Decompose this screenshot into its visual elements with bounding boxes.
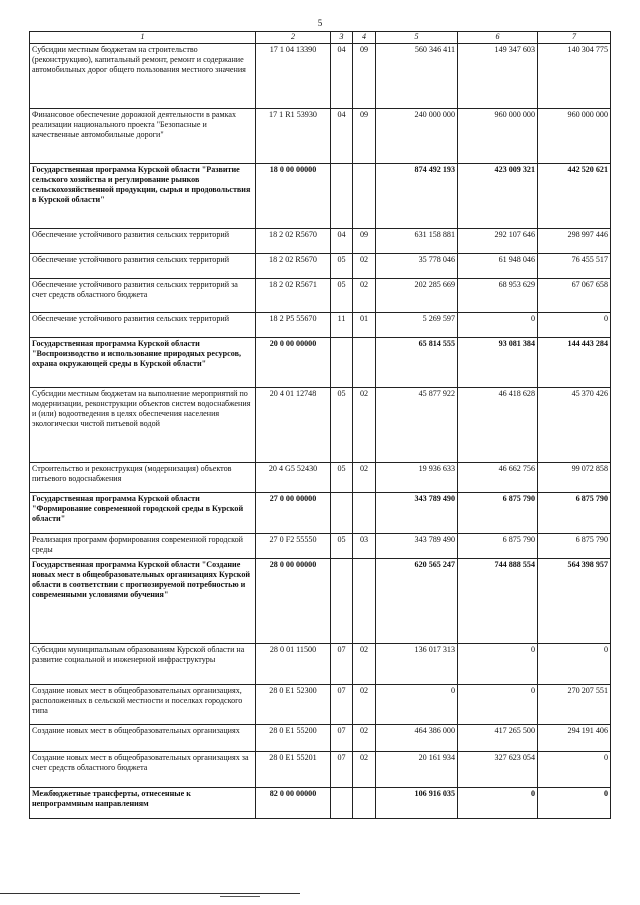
- row-subsection-cell: [353, 493, 376, 534]
- column-header: 5: [376, 32, 458, 44]
- row-code-cell: 18 2 P5 55670: [256, 313, 331, 338]
- row-amount-1-cell: 65 814 555: [376, 338, 458, 388]
- row-section-cell: 05: [331, 388, 353, 463]
- row-amount-1-cell: 202 285 669: [376, 279, 458, 313]
- row-code-cell: 28 0 E1 52300: [256, 685, 331, 725]
- row-amount-3-cell: 67 067 658: [538, 279, 611, 313]
- row-amount-1-cell: 45 877 922: [376, 388, 458, 463]
- row-subsection-cell: 03: [353, 534, 376, 559]
- table-row: [30, 685, 611, 725]
- row-amount-2-cell: 68 953 629: [458, 279, 538, 313]
- program-total-row: [30, 338, 611, 388]
- row-amount-2-cell: 417 265 500: [458, 725, 538, 752]
- row-amount-3-cell: 0: [538, 644, 611, 685]
- table-row: [30, 534, 611, 559]
- program-total-row: [30, 164, 611, 229]
- row-code-cell: 18 2 02 R5670: [256, 229, 331, 254]
- table-row: [30, 388, 611, 463]
- row-amount-3-cell: 76 455 517: [538, 254, 611, 279]
- row-subsection-cell: 02: [353, 725, 376, 752]
- footer-rule-short: [220, 896, 260, 897]
- row-amount-1-cell: 631 158 881: [376, 229, 458, 254]
- row-subsection-cell: 02: [353, 644, 376, 685]
- row-name-cell: Субсидии местным бюджетам на выполнение мероприятий по модернизации, реконструкции объектов систем водоснабжения и (или) водоотведения в целях обеспечения населения экологически чистой питьевой водой: [30, 388, 256, 463]
- program-total-row: [30, 493, 611, 534]
- row-subsection-cell: [353, 788, 376, 819]
- footer-rule: [0, 893, 300, 894]
- row-amount-2-cell: 744 888 554: [458, 559, 538, 644]
- row-amount-3-cell: 0: [538, 313, 611, 338]
- row-section-cell: 05: [331, 534, 353, 559]
- row-code-cell: 28 0 01 11500: [256, 644, 331, 685]
- row-amount-1-cell: 35 778 046: [376, 254, 458, 279]
- row-name-cell: Обеспечение устойчивого развития сельских территорий за счет средств областного бюджета: [30, 279, 256, 313]
- row-amount-1-cell: 560 346 411: [376, 44, 458, 109]
- row-amount-1-cell: 464 386 000: [376, 725, 458, 752]
- row-subsection-cell: [353, 164, 376, 229]
- row-code-cell: 20 0 00 00000: [256, 338, 331, 388]
- row-code-cell: 18 2 02 R5670: [256, 254, 331, 279]
- row-subsection-cell: 02: [353, 254, 376, 279]
- table-row: [30, 725, 611, 752]
- row-section-cell: [331, 788, 353, 819]
- row-name-cell: Межбюджетные трансферты, отнесенные к непрограммным направлениям: [30, 788, 256, 819]
- row-section-cell: 04: [331, 229, 353, 254]
- row-name-cell: Создание новых мест в общеобразовательных организациях за счет средств областного бюджета: [30, 752, 256, 788]
- row-amount-1-cell: 620 565 247: [376, 559, 458, 644]
- row-amount-2-cell: 46 662 756: [458, 463, 538, 493]
- row-amount-1-cell: 343 789 490: [376, 534, 458, 559]
- row-name-cell: Государственная программа Курской области "Формирование современной городской среды в Курской области": [30, 493, 256, 534]
- row-code-cell: 20 4 01 12748: [256, 388, 331, 463]
- row-code-cell: 82 0 00 00000: [256, 788, 331, 819]
- row-code-cell: 28 0 00 00000: [256, 559, 331, 644]
- row-amount-3-cell: 99 072 858: [538, 463, 611, 493]
- row-code-cell: 28 0 E1 55200: [256, 725, 331, 752]
- row-section-cell: 11: [331, 313, 353, 338]
- row-code-cell: 18 0 00 00000: [256, 164, 331, 229]
- table-row: [30, 644, 611, 685]
- row-amount-2-cell: 6 875 790: [458, 493, 538, 534]
- row-amount-2-cell: 149 347 603: [458, 44, 538, 109]
- row-code-cell: 20 4 G5 52430: [256, 463, 331, 493]
- row-amount-3-cell: 298 997 446: [538, 229, 611, 254]
- column-header-row: [30, 32, 611, 44]
- row-section-cell: [331, 493, 353, 534]
- row-name-cell: Обеспечение устойчивого развития сельских территорий: [30, 254, 256, 279]
- row-section-cell: 07: [331, 725, 353, 752]
- row-name-cell: Строительство и реконструкция (модернизация) объектов питьевого водоснабжения: [30, 463, 256, 493]
- row-section-cell: 04: [331, 44, 353, 109]
- row-amount-2-cell: 960 000 000: [458, 109, 538, 164]
- row-amount-2-cell: 0: [458, 644, 538, 685]
- row-amount-1-cell: 19 936 633: [376, 463, 458, 493]
- row-amount-3-cell: 6 875 790: [538, 534, 611, 559]
- row-section-cell: 04: [331, 109, 353, 164]
- row-name-cell: Государственная программа Курской области "Развитие сельского хозяйства и регулирование рынков сельскохозяйственной продукции, сырья и продовольствия в Курской области": [30, 164, 256, 229]
- table-row: [30, 752, 611, 788]
- row-section-cell: 07: [331, 644, 353, 685]
- row-code-cell: 17 1 R1 53930: [256, 109, 331, 164]
- row-section-cell: 07: [331, 685, 353, 725]
- row-amount-2-cell: 93 081 384: [458, 338, 538, 388]
- row-amount-1-cell: 20 161 934: [376, 752, 458, 788]
- row-name-cell: Государственная программа Курской области "Создание новых мест в общеобразовательных организациях Курской области в соответствии с прогнозируемой потребностью и современными условиями обучения": [30, 559, 256, 644]
- row-amount-3-cell: 0: [538, 752, 611, 788]
- row-section-cell: [331, 559, 353, 644]
- row-amount-1-cell: 106 916 035: [376, 788, 458, 819]
- row-amount-3-cell: 564 398 957: [538, 559, 611, 644]
- row-name-cell: Финансовое обеспечение дорожной деятельности в рамках реализации национального проекта "Безопасные и качественные автомобильные дороги": [30, 109, 256, 164]
- column-header: 6: [458, 32, 538, 44]
- row-amount-2-cell: 6 875 790: [458, 534, 538, 559]
- row-amount-2-cell: 0: [458, 788, 538, 819]
- column-header: 4: [353, 32, 376, 44]
- row-code-cell: 27 0 F2 55550: [256, 534, 331, 559]
- program-total-row: [30, 788, 611, 819]
- row-amount-3-cell: 294 191 406: [538, 725, 611, 752]
- row-section-cell: 05: [331, 279, 353, 313]
- page-number: 5: [317, 18, 323, 28]
- row-subsection-cell: [353, 559, 376, 644]
- column-header: 3: [331, 32, 353, 44]
- row-amount-2-cell: 423 009 321: [458, 164, 538, 229]
- table-body: [30, 44, 611, 819]
- row-code-cell: 28 0 E1 55201: [256, 752, 331, 788]
- row-section-cell: 05: [331, 254, 353, 279]
- row-amount-1-cell: 874 492 193: [376, 164, 458, 229]
- row-amount-3-cell: 140 304 775: [538, 44, 611, 109]
- table-row: [30, 229, 611, 254]
- row-amount-3-cell: 45 370 426: [538, 388, 611, 463]
- table-row: [30, 109, 611, 164]
- row-amount-2-cell: 46 418 628: [458, 388, 538, 463]
- row-name-cell: Реализация программ формирования современной городской среды: [30, 534, 256, 559]
- row-amount-3-cell: 442 520 621: [538, 164, 611, 229]
- row-amount-3-cell: 270 207 551: [538, 685, 611, 725]
- row-name-cell: Создание новых мест в общеобразовательных организациях: [30, 725, 256, 752]
- row-section-cell: [331, 338, 353, 388]
- row-amount-2-cell: 292 107 646: [458, 229, 538, 254]
- row-amount-1-cell: 5 269 597: [376, 313, 458, 338]
- row-amount-1-cell: 136 017 313: [376, 644, 458, 685]
- row-name-cell: Государственная программа Курской области "Воспроизводство и использование природных ресурсов, охрана окружающей среды в Курской области": [30, 338, 256, 388]
- row-subsection-cell: 02: [353, 279, 376, 313]
- table-row: [30, 279, 611, 313]
- row-subsection-cell: 02: [353, 463, 376, 493]
- row-amount-3-cell: 144 443 284: [538, 338, 611, 388]
- row-amount-1-cell: 0: [376, 685, 458, 725]
- row-subsection-cell: 02: [353, 685, 376, 725]
- row-amount-2-cell: 0: [458, 313, 538, 338]
- row-name-cell: Обеспечение устойчивого развития сельских территорий: [30, 229, 256, 254]
- row-code-cell: 18 2 02 R5671: [256, 279, 331, 313]
- row-subsection-cell: 09: [353, 44, 376, 109]
- column-header: 2: [256, 32, 331, 44]
- table-row: [30, 254, 611, 279]
- row-name-cell: Субсидии местным бюджетам на строительство (реконструкцию), капитальный ремонт, ремонт и содержание автомобильных дорог общего пользования местного значения: [30, 44, 256, 109]
- row-code-cell: 27 0 00 00000: [256, 493, 331, 534]
- row-section-cell: [331, 164, 353, 229]
- table-row: [30, 44, 611, 109]
- row-code-cell: 17 1 04 13390: [256, 44, 331, 109]
- table-row: [30, 463, 611, 493]
- row-amount-2-cell: 0: [458, 685, 538, 725]
- row-subsection-cell: [353, 338, 376, 388]
- row-subsection-cell: 02: [353, 752, 376, 788]
- row-subsection-cell: 01: [353, 313, 376, 338]
- row-name-cell: Обеспечение устойчивого развития сельских территорий: [30, 313, 256, 338]
- row-amount-2-cell: 61 948 046: [458, 254, 538, 279]
- row-amount-2-cell: 327 623 054: [458, 752, 538, 788]
- budget-table: [29, 31, 611, 819]
- row-section-cell: 05: [331, 463, 353, 493]
- row-amount-1-cell: 240 000 000: [376, 109, 458, 164]
- column-header: 1: [30, 32, 256, 44]
- row-name-cell: Субсидии муниципальным образованиям Курской области на развитие социальной и инженерной инфраструктуры: [30, 644, 256, 685]
- row-subsection-cell: 09: [353, 229, 376, 254]
- row-amount-3-cell: 0: [538, 788, 611, 819]
- row-section-cell: 07: [331, 752, 353, 788]
- row-amount-3-cell: 960 000 000: [538, 109, 611, 164]
- row-amount-1-cell: 343 789 490: [376, 493, 458, 534]
- column-header: 7: [538, 32, 611, 44]
- program-total-row: [30, 559, 611, 644]
- row-name-cell: Создание новых мест в общеобразовательных организациях, расположенных в сельской местности и поселках городского типа: [30, 685, 256, 725]
- row-subsection-cell: 09: [353, 109, 376, 164]
- table-row: [30, 313, 611, 338]
- row-subsection-cell: 02: [353, 388, 376, 463]
- row-amount-3-cell: 6 875 790: [538, 493, 611, 534]
